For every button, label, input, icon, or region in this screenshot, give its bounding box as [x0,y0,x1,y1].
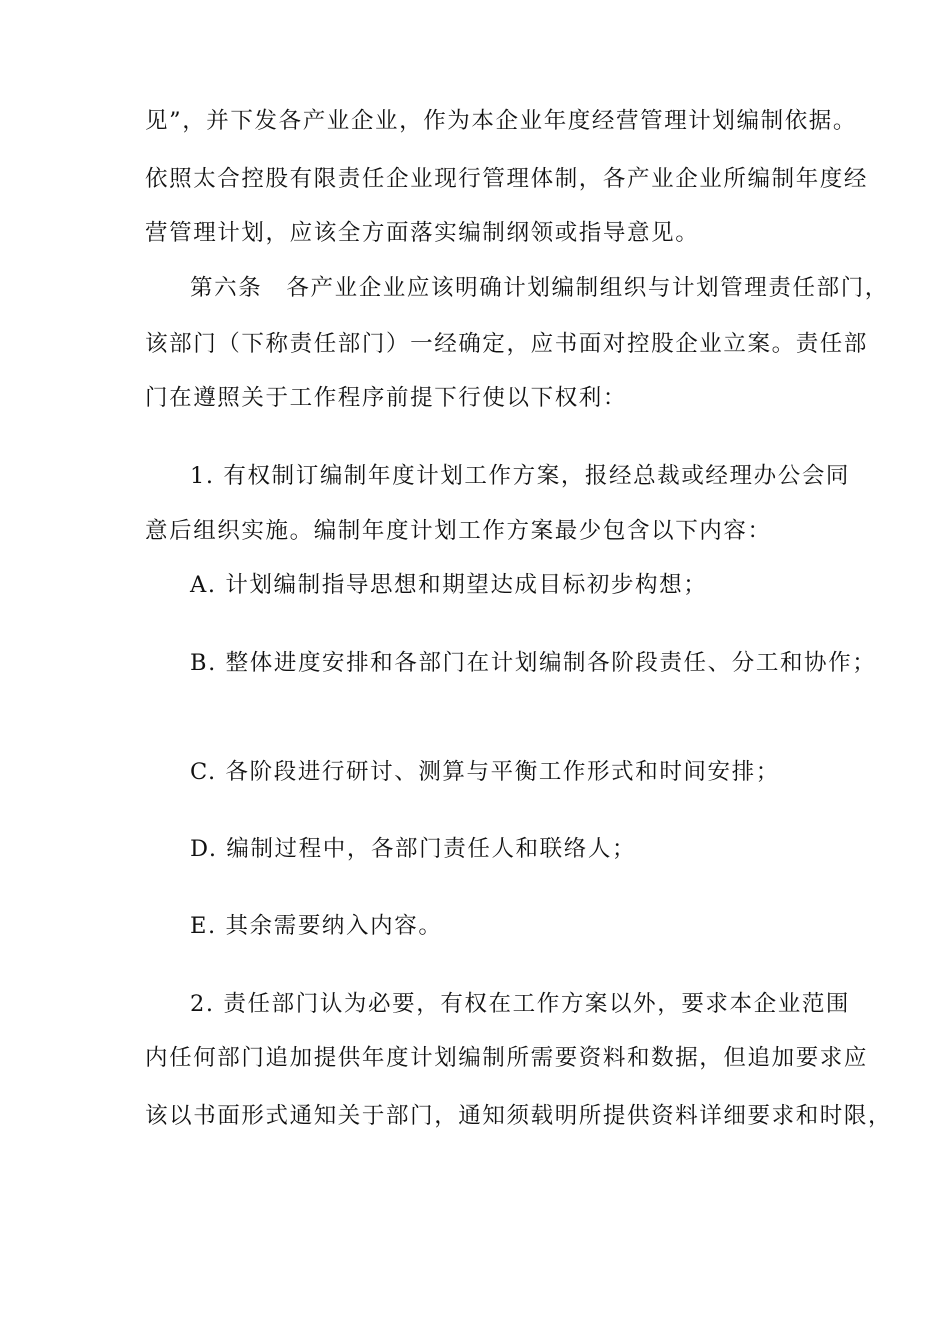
text-line: 门在遵照关于工作程序前提下行使以下权利： [145,385,628,411]
numbered-item-2: 2. 责任部门认为必要，有权在工作方案以外，要求本企业范围 [190,991,851,1017]
text-line: 该以书面形式通知关于部门，通知须载明所提供资料详细要求和时限， [145,1103,893,1129]
list-item-a: A. 计划编制指导思想和期望达成目标初步构想； [190,572,708,598]
text-line: 见”，并下发各产业企业，作为本企业年度经营管理计划编制依据。 [145,108,858,134]
text-line: 该部门（下称责任部门）一经确定，应书面对控股企业立案。责任部 [145,331,869,357]
numbered-item-1: 1. 有权制订编制年度计划工作方案，报经总裁或经理办公会同 [190,463,851,489]
text-line: 意后组织实施。编制年度计划工作方案最少包含以下内容： [145,518,772,544]
list-item-e: E. 其余需要纳入内容。 [190,913,443,939]
article-heading-line: 第六条 各产业企业应该明确计划编制组织与计划管理责任部门， [190,275,889,301]
list-item-b: B. 整体进度安排和各部门在计划编制各阶段责任、分工和协作； [190,650,877,676]
list-item-d: D. 编制过程中，各部门责任人和联络人； [190,836,637,862]
text-line: 内任何部门追加提供年度计划编制所需要资料和数据，但追加要求应 [145,1045,869,1071]
text-line: 依照太合控股有限责任企业现行管理体制，各产业企业所编制年度经 [145,166,869,192]
list-item-c: C. 各阶段进行研讨、测算与平衡工作形式和时间安排； [190,759,780,785]
text-line: 营管理计划，应该全方面落实编制纲领或指导意见。 [145,220,700,246]
